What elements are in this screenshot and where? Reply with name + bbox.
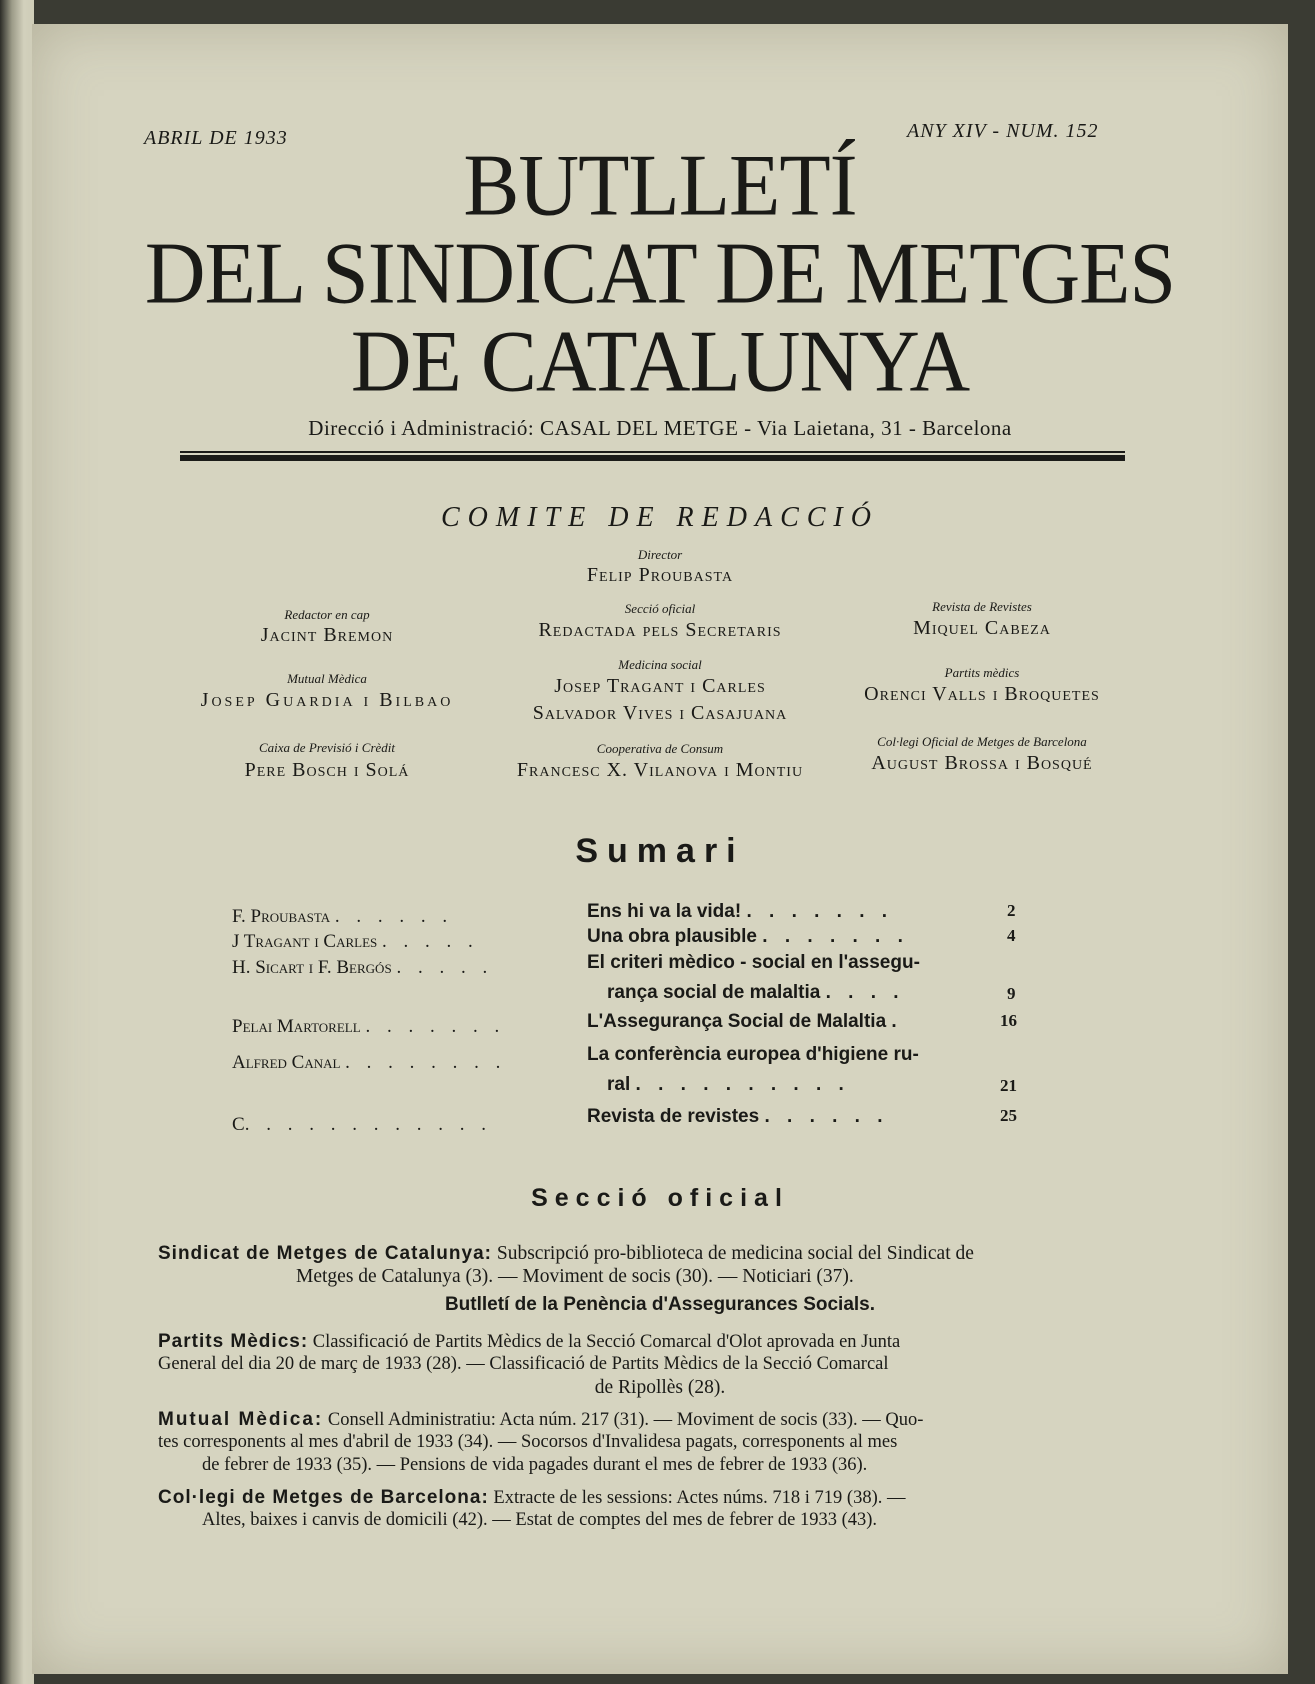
committee-name: Francesc X. Vilanova i Montiu [516, 759, 804, 781]
issue-date: ABRIL DE 1933 [144, 127, 288, 149]
seccio-mutual-line2: tes corresponents al mes d'abril de 1933 (34). — Socorsos d'Invalidesa pagats, corresponents al mes [158, 1432, 898, 1452]
seccio-heading: Secció oficial [531, 1184, 789, 1212]
sumari-title-continued: rança social de malaltia . . . . [607, 982, 905, 1003]
committee-role: Caixa de Previsió i Crèdit [259, 740, 395, 755]
committee-name: Jacint Bremon [260, 624, 394, 646]
sumari-title-continued: ral . . . . . . . . . . [607, 1074, 850, 1095]
sumari-title: La conferència europea d'higiene ru- [587, 1044, 919, 1065]
seccio-sindicat-line1: Sindicat de Metges de Catalunya: Subscripció pro-biblioteca de medicina social del Sindicat de [158, 1243, 974, 1264]
sumari-title: Revista de revistes . . . . . . [587, 1106, 889, 1127]
committee-role: Col·legi Oficial de Metges de Barcelona [877, 734, 1087, 749]
sumari-author: Pelai Martorell . . . . . . . [232, 1016, 506, 1037]
sumari-page: 2 [1007, 901, 1016, 920]
sumari-heading: Sumari [575, 832, 745, 870]
header-rule-thick [180, 455, 1125, 461]
committee-name: Orenci Valls i Broquetes [864, 683, 1100, 705]
committee-name: Salvador Vives i Casajuana [532, 702, 788, 724]
header-rule-thin [180, 451, 1125, 453]
committee-name: Josep Guardia i Bilbao [200, 689, 454, 711]
masthead-line-3: DE CATALUNYA [350, 312, 970, 411]
sumari-author: Alfred Canal . . . . . . . . [232, 1052, 507, 1073]
committee-name: Pere Bosch i Solá [244, 759, 410, 781]
seccio-mutual-line1: Mutual Mèdica: Consell Administratiu: Acta núm. 217 (31). — Moviment de socis (33). — Quo- [158, 1409, 924, 1430]
committee-name: Miquel Cabeza [913, 617, 1051, 639]
committee-role: Secció oficial [624, 601, 696, 616]
seccio-partits-line3: de Ripollès (28). [594, 1377, 726, 1398]
committee-heading: COMITE DE REDACCIÓ [441, 502, 879, 533]
sumari-author: F. Proubasta . . . . . . [232, 906, 454, 927]
sumari-page: 25 [1000, 1106, 1017, 1125]
sumari-author: C. . . . . . . . . . . . [232, 1114, 492, 1135]
seccio-subheading: Butlletí de la Penència d'Assegurances Socials. [444, 1294, 876, 1315]
committee-name: Josep Tragant i Carles [554, 675, 766, 697]
sumari-author: J Tragant i Carles . . . . . [232, 931, 479, 952]
seccio-collegi-line2: Altes, baixes i canvis de domicili (42). — Estat de comptes del mes de febrer de 1933 (43). [202, 1510, 878, 1530]
seccio-sindicat-line2: Metges de Catalunya (3). — Moviment de socis (30). — Noticiari (37). [296, 1266, 854, 1287]
sumari-page: 9 [1007, 984, 1016, 1003]
sumari-title: L'Assegurança Social de Malaltia . [587, 1011, 903, 1032]
seccio-partits-line1: Partits Mèdics: Classificació de Partits Mèdics de la Secció Comarcal d'Olot aprovada en Junta [158, 1331, 901, 1352]
committee-role: Cooperativa de Consum [596, 741, 724, 756]
document-page [32, 24, 1288, 1674]
committee-role: Revista de Revistes [932, 599, 1032, 614]
sumari-title: El criteri mèdico - social en l'assegu- [587, 952, 920, 973]
sumari-title: Una obra plausible . . . . . . . [587, 926, 909, 947]
committee-role: Redactor en cap [284, 607, 370, 622]
sumari-page: 4 [1007, 926, 1016, 945]
director-role: Director [637, 547, 683, 562]
seccio-collegi-line1: Col·legi de Metges de Barcelona: Extracte de les sessions: Actes núms. 718 i 719 (38). — [158, 1487, 906, 1508]
sumari-page: 21 [1000, 1076, 1017, 1095]
committee-role: Medicina social [618, 657, 702, 672]
committee-name: Redactada pels Secretaris [538, 619, 782, 641]
sumari-author: H. Sicart i F. Bergós . . . . . [232, 957, 494, 978]
address-line: Direcció i Administració: CASAL DEL METGE - Via Laietana, 31 - Barcelona [308, 416, 1012, 440]
sumari-page: 16 [1000, 1011, 1017, 1030]
seccio-mutual-line3: de febrer de 1933 (35). — Pensions de vida pagades durant el mes de febrer de 1933 (36). [202, 1455, 868, 1475]
issue-number: ANY XIV - NUM. 152 [907, 120, 1099, 142]
seccio-partits-line2: General del dia 20 de març de 1933 (28). — Classificació de Partits Mèdics de la Secció Comarcal [158, 1354, 889, 1374]
committee-role: Mutual Mèdica [287, 671, 367, 686]
committee-role: Partits mèdics [944, 665, 1020, 680]
committee-name: August Brossa i Bosqué [871, 752, 1093, 774]
masthead-line-2: DEL SINDICAT DE METGES [144, 224, 1176, 323]
book-spine-shadow [0, 0, 34, 1684]
director-name: Felip Proubasta [586, 564, 734, 586]
masthead-line-1: BUTLLETÍ [463, 136, 857, 235]
sumari-title: Ens hi va la vida! . . . . . . . [587, 901, 894, 922]
